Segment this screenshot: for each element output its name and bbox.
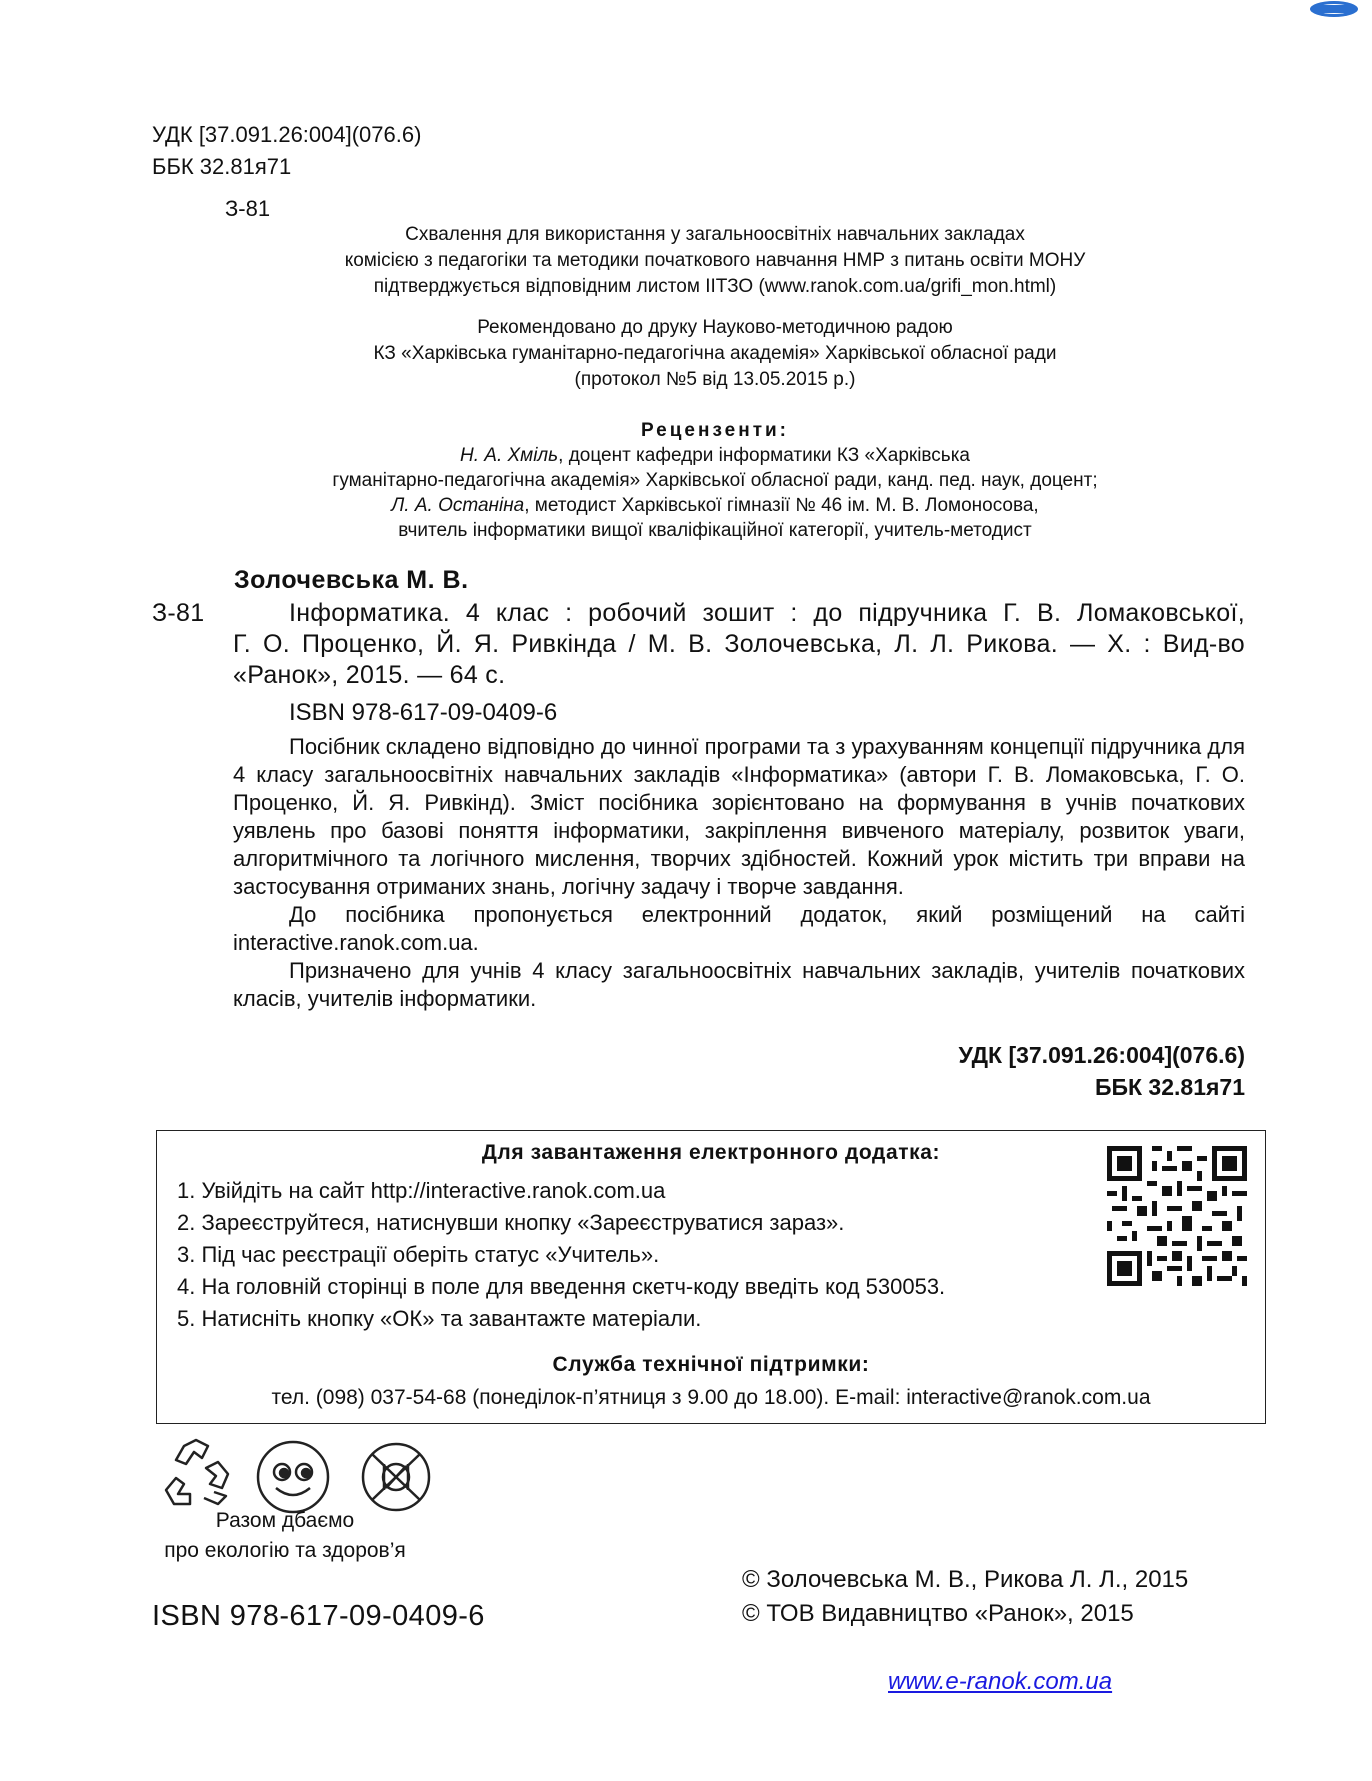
download-step-5: 5. Натисніть кнопку «ОК» та завантажте матеріали. bbox=[177, 1306, 702, 1331]
reviewer-1 bbox=[150, 443, 1280, 468]
download-step-1: 1. Увійдіть на сайт http://interactive.ranok.com.ua bbox=[177, 1178, 666, 1203]
download-step-3: 3. Під час реєстрації оберіть статус «Учитель». bbox=[177, 1242, 660, 1267]
reviewer-2 bbox=[150, 493, 1280, 518]
copyrights bbox=[742, 1563, 1188, 1631]
biblio-line-2: Г. О. Проценко, Й. Я. Ривкінда / М. В. Золочевська, Л. Л. Рикова. — Х. : Вид-во bbox=[233, 630, 1245, 658]
download-box-title: Для завантаження електронного додатка: bbox=[481, 1141, 941, 1164]
eco-caption-line-1: Разом дбаємо bbox=[215, 1509, 355, 1532]
reviewer-1-line-2: гуманітарно-педагогічна академія» Харківської обласної ради, канд. пед. наук, доцент; bbox=[332, 470, 1098, 491]
recommended-line-2: КЗ «Харківська гуманітарно-педагогічна академія» Харківської обласної ради bbox=[373, 343, 1057, 364]
download-box bbox=[156, 1130, 1266, 1424]
reviewer-2-text: , методист Харківської гімназії № 46 ім. М. В. Ломоносова, bbox=[524, 495, 1039, 516]
approval-block bbox=[150, 222, 1280, 300]
approval-line-3: підтверджується відповідним листом ІІТЗО (www.ranok.com.ua/grifi_mon.html) bbox=[373, 276, 1057, 297]
annotation-paragraph-1: Посібник складено відповідно до чинної програми та з урахуванням концепції підручника для 4 класу загальноосвітніх навчальних закладів «Інформатика» (автори Г. В. Ломаковська, Г. О. Проценко, Й. Я. Ривкінд). Зміст посібника зорієнтовано на формування в учнів початкових уявлень про базові поняття інформатики, закріплення вивченого матеріалу, розвиток уваги, алгоритмічного та логічного мислення, творчих здібностей. Кожний урок містить три вправи на застосування отриманих знань, логічну задачу і творче завдання. bbox=[233, 734, 1245, 899]
reviewers-title: Рецензенти: bbox=[640, 420, 790, 441]
bbk-top: ББК 32.81я71 bbox=[152, 154, 292, 179]
website-link[interactable]: www.e-ranok.com.ua bbox=[888, 1668, 1113, 1695]
recommended-line-3: (протокол №5 від 13.05.2015 р.) bbox=[574, 369, 856, 390]
annotation bbox=[233, 733, 1245, 1013]
recommended-block bbox=[150, 315, 1280, 393]
smiley-icon bbox=[254, 1438, 332, 1516]
qr-code bbox=[1107, 1146, 1247, 1286]
qr-code-icon bbox=[1107, 1146, 1247, 1286]
bbk-bottom: ББК 32.81я71 bbox=[1094, 1074, 1245, 1100]
approval-line-1: Схвалення для використання у загальноосвітніх навчальних закладах bbox=[405, 224, 1025, 245]
udk-bottom: УДК [37.091.26:004](076.6) bbox=[958, 1042, 1245, 1068]
download-steps bbox=[177, 1175, 945, 1335]
download-step-4: 4. На головній сторінці в поле для введення скетч-коду введіть код 530053. bbox=[177, 1274, 946, 1299]
annotation-paragraph-3: Призначено для учнів 4 класу загальноосвітніх навчальних закладів, учителів початкових класів, учителів інформатики. bbox=[233, 958, 1245, 1011]
code-top: З-81 bbox=[225, 196, 271, 221]
biblio-line-3: «Ранок», 2015. — 64 с. bbox=[233, 661, 506, 689]
reviewer-2-line-2: вчитель інформатики вищої кваліфікаційної категорії, учитель-методист bbox=[398, 520, 1032, 541]
recycle-icon bbox=[156, 1438, 236, 1514]
recommended-line-1: Рекомендовано до друку Науково-методичною радою bbox=[477, 317, 953, 338]
copyright-1: © Золочевська М. В., Рикова Л. Л., 2015 bbox=[742, 1566, 1189, 1593]
reviewer-1-name: Н. А. Хміль bbox=[460, 445, 559, 466]
eco-caption bbox=[150, 1506, 420, 1566]
publisher-logo-icon bbox=[1308, 0, 1360, 20]
annotation-paragraph-2: До посібника пропонується електронний додаток, який розміщений на сайті interactive.ranok.com.ua. bbox=[233, 902, 1245, 955]
support-text: тел. (098) 037-54-68 (понеділок-п’ятниця з 9.00 до 18.00). E-mail: interactive@ranok.com.ua bbox=[271, 1386, 1151, 1409]
isbn-main: ISBN 978-617-09-0409-6 bbox=[289, 699, 558, 726]
eco-caption-line-2: про екологію та здоров’я bbox=[164, 1539, 406, 1562]
download-step-2: 2. Зареєструйтеся, натиснувши кнопку «Зареєструватися зараз». bbox=[177, 1210, 845, 1235]
reviewer-2-name: Л. А. Останіна bbox=[391, 495, 525, 516]
code-side: З-81 bbox=[152, 599, 205, 627]
no-dioxin-icon bbox=[358, 1438, 434, 1516]
publisher-logo bbox=[1308, 0, 1360, 20]
support-title: Служба технічної підтримки: bbox=[552, 1353, 870, 1376]
biblio-record bbox=[233, 598, 1245, 691]
reviewers-block bbox=[150, 418, 1280, 543]
isbn-bottom: ISBN 978-617-09-0409-6 bbox=[152, 1600, 485, 1632]
reviewer-1-text: , доцент кафедри інформатики КЗ «Харківська bbox=[558, 445, 970, 466]
udk-top: УДК [37.091.26:004](076.6) bbox=[152, 122, 422, 147]
biblio-line-1: Інформатика. 4 клас : робочий зошит : до підручника Г. В. Ломаковської, bbox=[289, 599, 1245, 627]
author: Золочевська М. В. bbox=[234, 566, 469, 594]
copyright-2: © ТОВ Видавництво «Ранок», 2015 bbox=[742, 1600, 1134, 1627]
approval-line-2: комісією з педагогіки та методики початкового навчання НМР з питань освіти МОНУ bbox=[344, 250, 1086, 271]
